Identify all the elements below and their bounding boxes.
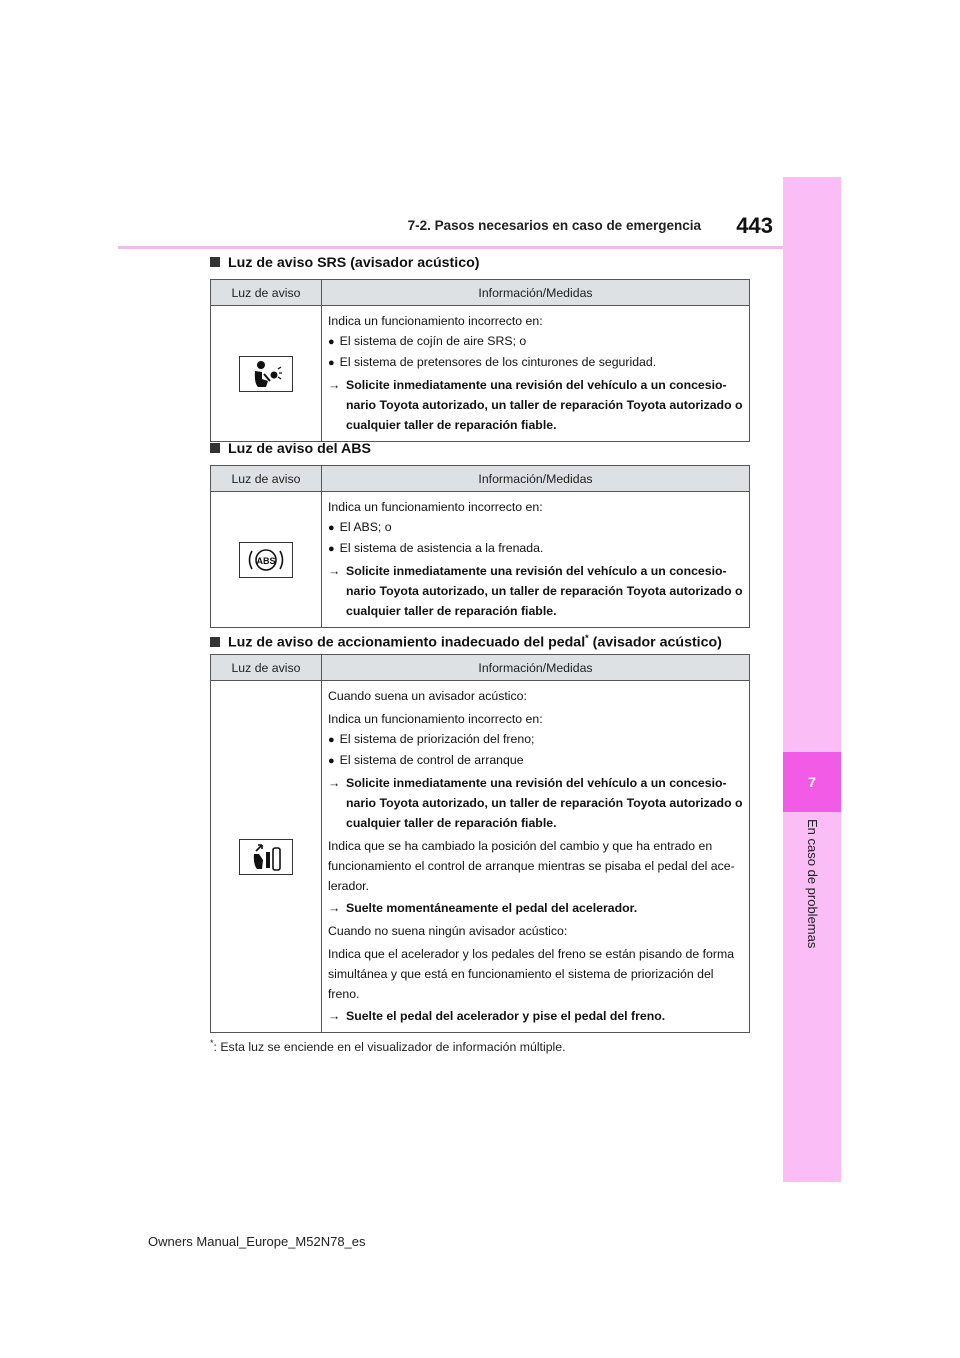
bullet-item: ● El sistema de asistencia a la frenada. <box>328 538 745 559</box>
section-heading: Luz de aviso SRS (avisador acústico) <box>210 253 750 279</box>
arrow-right-icon: → <box>328 901 341 915</box>
icon-cell <box>211 492 322 628</box>
bullet-item: ● El sistema de cojín de aire SRS; o <box>328 331 745 352</box>
bullet-item: ● El sistema de control de arranque <box>328 750 745 771</box>
info-line: Indica un funcionamiento incorrecto en: <box>328 500 543 514</box>
column-header-light: Luz de aviso <box>211 655 322 681</box>
srs-airbag-icon <box>239 356 293 392</box>
abs-icon <box>239 542 293 578</box>
info-cell <box>322 492 750 628</box>
section-heading: Luz de aviso del ABS <box>210 439 750 465</box>
square-bullet-icon <box>210 443 220 453</box>
page-header <box>118 208 783 249</box>
column-header-info: Información/Medidas <box>322 655 750 681</box>
column-header-info: Información/Medidas <box>322 280 750 306</box>
sound-on-label: Cuando suena un avisador acústico: <box>328 689 527 703</box>
sound-off-label: Cuando no suena ningún avisador acústico: <box>328 924 568 938</box>
section-srs-warning <box>210 253 750 442</box>
chapter-side-tab <box>783 177 841 1182</box>
square-bullet-icon <box>210 637 220 647</box>
chapter-title: En caso de problemas <box>805 819 820 949</box>
warning-table <box>210 279 750 442</box>
arrow-right-icon: → <box>328 564 341 578</box>
icon-cell <box>211 681 322 1033</box>
action-instruction: → Solicite inmediatamente una revisión del vehículo a un concesio-nario Toyota autorizado, un taller de reparación Toyota autorizado o cualquier taller de reparación fiable. <box>328 773 745 833</box>
info-cell <box>322 306 750 442</box>
warning-table <box>210 654 750 1033</box>
page-number: 443 <box>736 213 773 238</box>
column-header-light: Luz de aviso <box>211 466 322 492</box>
section-abs-warning <box>210 439 750 628</box>
info-line: Indica un funcionamiento incorrecto en: <box>328 712 543 726</box>
section-pedal-warning <box>210 628 750 1033</box>
bullet-item: ● El sistema de priorización del freno; <box>328 729 745 750</box>
info-line: Indica un funcionamiento incorrecto en: <box>328 314 543 328</box>
both-pedals-description: Indica que el acelerador y los pedales del freno se están pisando de forma simultánea y que está en funcionamiento el sistema de priorización del freno. <box>328 947 735 1001</box>
square-bullet-icon <box>210 257 220 267</box>
svg-text:ABS: ABS <box>256 555 276 566</box>
column-header-info: Información/Medidas <box>322 466 750 492</box>
shift-description: Indica que se ha cambiado la posición del cambio y que ha entrado en funcionamiento el control de arranque mientras se pisaba el pedal del ace-lerador. <box>328 839 735 893</box>
arrow-right-icon: → <box>328 776 341 790</box>
column-header-light: Luz de aviso <box>211 280 322 306</box>
action-instruction: → Solicite inmediatamente una revisión del vehículo a un concesio-nario Toyota autorizado, un taller de reparación Toyota autorizado o cualquier taller de reparación fiable. <box>328 561 745 621</box>
pedal-misoperation-icon <box>239 839 293 875</box>
bullet-item: ● El sistema de pretensores de los cinturones de seguridad. <box>328 352 745 373</box>
warning-table <box>210 465 750 628</box>
document-id: Owners Manual_Europe_M52N78_es <box>148 1234 366 1249</box>
info-cell <box>322 681 750 1033</box>
section-title: 7-2. Pasos necesarios en caso de emergencia <box>407 218 701 233</box>
chapter-number: 7 <box>783 752 841 812</box>
bullet-item: ● El ABS; o <box>328 517 745 538</box>
action-instruction: → Suelte el pedal del acelerador y pise el pedal del freno. <box>328 1006 745 1026</box>
arrow-right-icon: → <box>328 1009 341 1023</box>
arrow-right-icon: → <box>328 378 341 392</box>
action-instruction: → Solicite inmediatamente una revisión del vehículo a un concesio-nario Toyota autorizado, un taller de reparación Toyota autorizado o cualquier taller de reparación fiable. <box>328 375 745 435</box>
section-heading: Luz de aviso de accionamiento inadecuado del pedal* (avisador acústico) <box>210 628 750 654</box>
icon-cell <box>211 306 322 442</box>
action-instruction: → Suelte momentáneamente el pedal del acelerador. <box>328 898 745 918</box>
footnote: *: Esta luz se enciende en el visualizador de información múltiple. <box>210 1038 566 1055</box>
